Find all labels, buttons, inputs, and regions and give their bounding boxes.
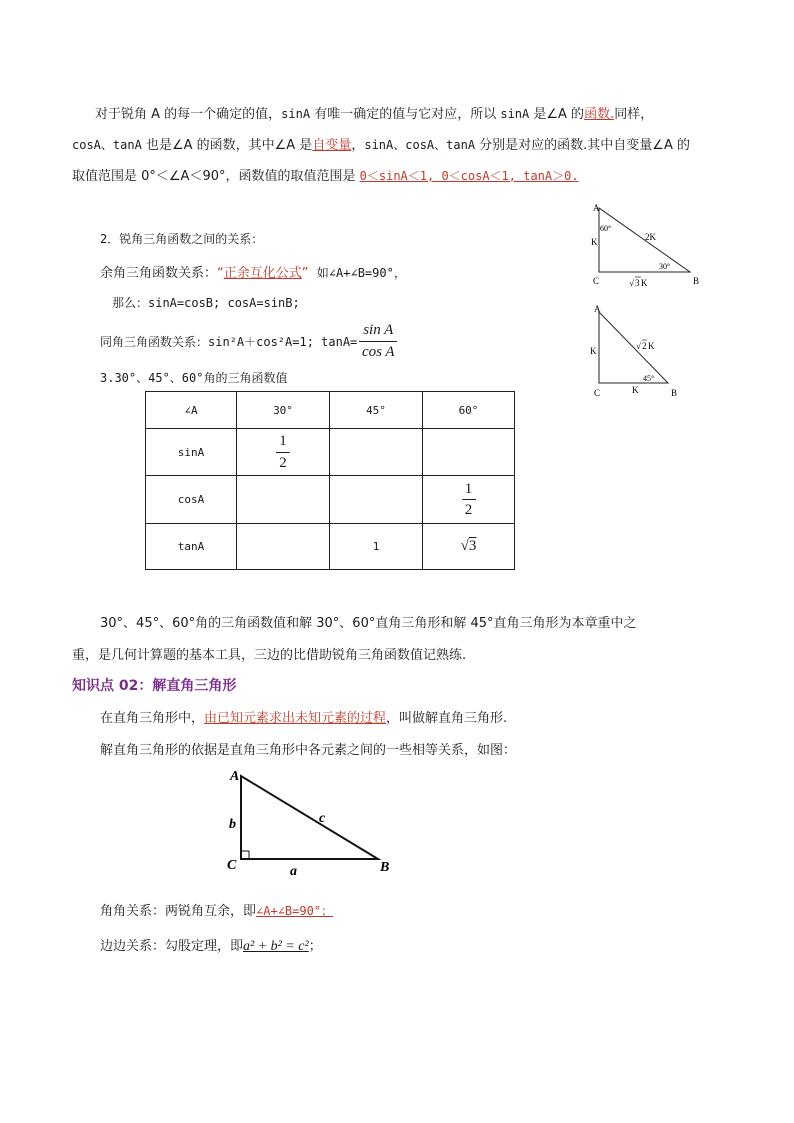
svg-text:√: √: [629, 278, 634, 288]
svg-text:B: B: [693, 276, 700, 286]
triangle-45-figure: [585, 300, 685, 400]
same-angle-relation: 同角三角函数关系：sin²A＋cos²A=1; tanA= $\frac{\text{sin A}}{\text{cos A}}$: [100, 322, 397, 360]
svg-text:√: √: [636, 341, 641, 351]
definition-line: 在直角三角形中，由已知元素求出未知元素的过程，叫做解直角三角形.: [100, 711, 508, 726]
tan-fraction: $\frac{\text{sin A}}{\text{cos A}}$: [359, 322, 397, 360]
para1-line2: cosA、tanA 也是∠A 的函数，其中∠A 是自变量，sinA、cosA、tanA 分别是对应的函数.其中自变量∠A 的: [72, 138, 690, 153]
summary-line1: 30°、45°、60°角的三角函数值和解 30°、60°直角三角形和解 45°直角三角形为本章重中之: [100, 616, 637, 631]
right-triangle-abc-figure: [224, 765, 399, 880]
svg-text:A: A: [594, 304, 601, 314]
term-independent-variable: 自变量: [312, 138, 352, 153]
table-row: cosA $\frac{1}{2}$: [146, 476, 515, 524]
svg-text:B: B: [380, 860, 390, 875]
fraction-one-half: $\frac{1}{2}$: [276, 433, 290, 471]
svg-text:C: C: [594, 388, 601, 398]
trig-values-table: [145, 391, 515, 570]
table-row: tanA 1 √3: [146, 524, 515, 570]
term-function: 函数.: [584, 107, 615, 122]
pythagorean-formula: a² + b² = c²: [243, 939, 309, 954]
basis-line: 解直角三角形的依据是直角三角形中各元素之间的一些相等关系，如图：: [100, 743, 517, 758]
section2-title: 2．锐角三角函数之间的关系：: [100, 232, 264, 246]
para1-line1: 对于锐角 A 的每一个确定的值，sinA 有唯一确定的值与它对应，所以 sinA 是∠A 的函数.同样，: [95, 107, 654, 122]
cofunction-equations: 那么：sinA=cosB; cosA=sinB;: [112, 296, 300, 310]
table-header: 60°: [423, 392, 515, 429]
knowledge-point-heading: 知识点 02：解直角三角形: [72, 678, 237, 694]
svg-text:45°: 45°: [643, 374, 655, 383]
section3-title: 3.30°、45°、60°角的三角函数值: [100, 371, 288, 385]
svg-text:C: C: [593, 276, 600, 286]
sqrt-three: √3: [460, 538, 477, 554]
term-solving-process: 由已知元素求出未知元素的过程: [204, 711, 387, 726]
angle-relation: 角角关系：两锐角互余，即∠A+∠B=90°；: [100, 904, 334, 919]
side-relation: 边边关系：勾股定理，即a² + b² = c²；: [100, 939, 322, 954]
table-header: 45°: [330, 392, 423, 429]
svg-text:2: 2: [642, 341, 647, 351]
svg-text:60°: 60°: [600, 224, 612, 233]
para1-line3: 取值范围是 0°＜∠A＜90°，函数值的取值范围是 0＜sinA＜1, 0＜cosA＜1, tanA＞0.: [72, 169, 579, 184]
svg-text:B: B: [671, 388, 678, 398]
svg-text:a: a: [290, 864, 297, 879]
fraction-one-half: $\frac{1}{2}$: [462, 481, 476, 519]
triangle-30-60-figure: [585, 200, 710, 292]
svg-text:K: K: [641, 278, 648, 288]
svg-text:K: K: [648, 341, 655, 351]
range-values: 0＜sinA＜1, 0＜cosA＜1, tanA＞0.: [359, 169, 579, 183]
svg-text:K: K: [590, 346, 597, 356]
term-cofunction-formula: 正余互化公式: [223, 266, 302, 281]
svg-text:A: A: [230, 769, 240, 784]
svg-text:b: b: [229, 817, 236, 832]
table-header: ∠A: [146, 392, 237, 429]
table-row: sinA $\frac{1}{2}$: [146, 429, 515, 476]
svg-text:A: A: [593, 203, 600, 213]
svg-text:K: K: [632, 385, 639, 395]
svg-text:30°: 30°: [659, 262, 671, 271]
svg-text:3: 3: [635, 278, 640, 288]
svg-text:K: K: [591, 237, 598, 247]
summary-line2: 重，是几何计算题的基本工具，三边的比借助锐角三角函数值记熟练.: [72, 648, 467, 663]
svg-text:C: C: [227, 858, 237, 873]
table-header: 30°: [237, 392, 330, 429]
svg-text:c: c: [319, 811, 326, 826]
svg-text:2K: 2K: [645, 232, 656, 242]
complementary-relation: 余角三角函数关系：“正余互化公式” 如∠A+∠B=90°，: [100, 266, 406, 281]
